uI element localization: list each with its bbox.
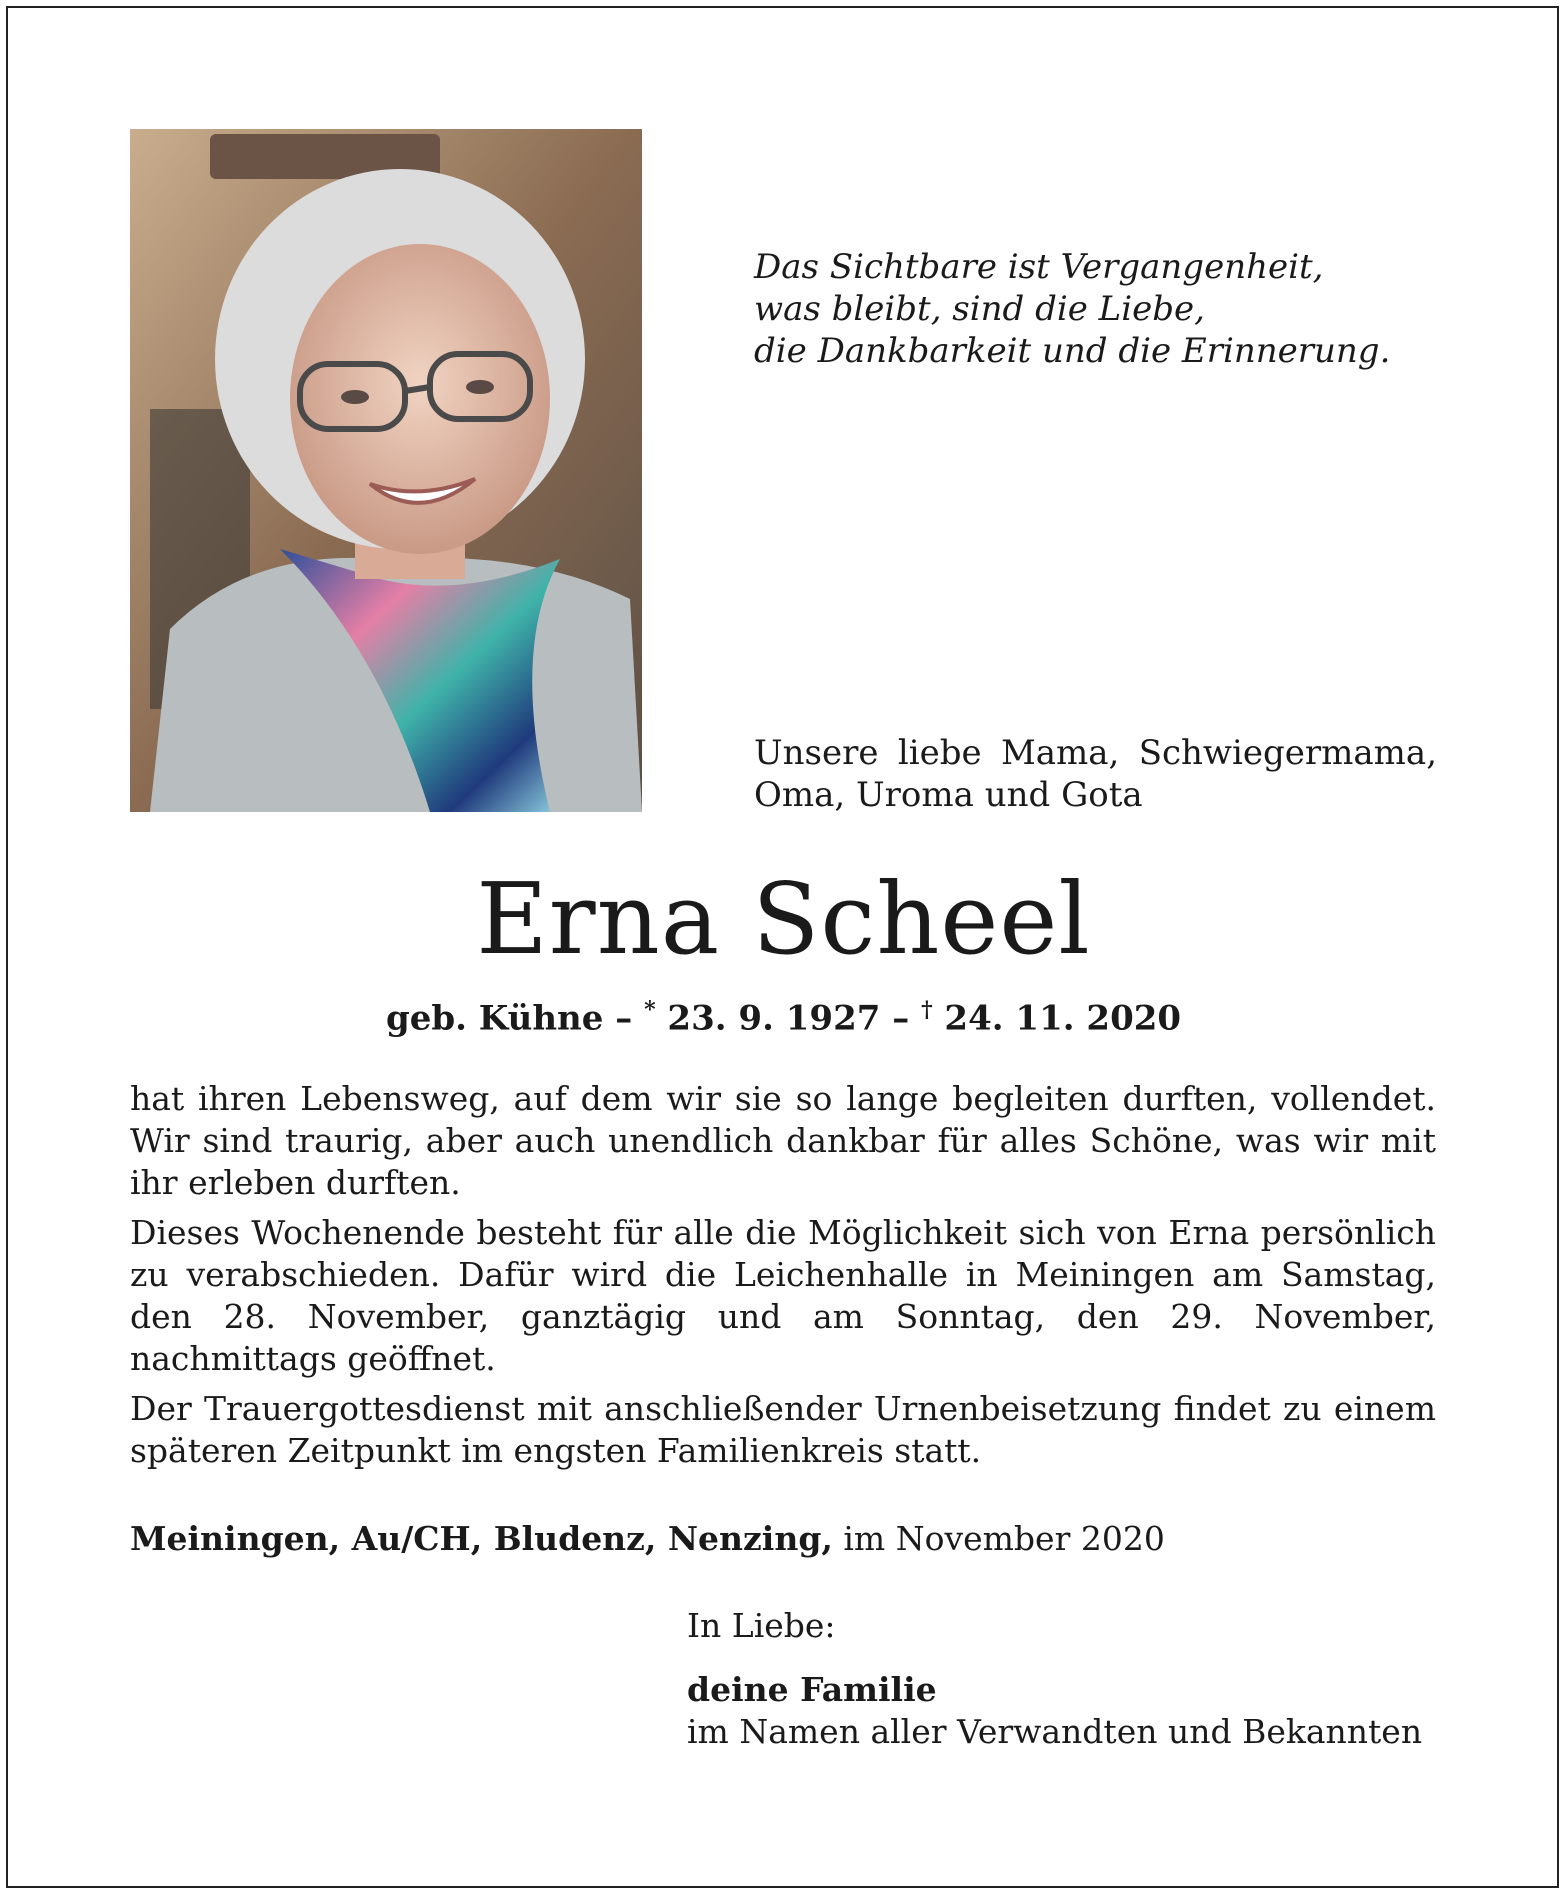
paragraph: Der Trauergottesdienst mit anschließender Urnenbeisetzung findet zu einem späteren Zeitpunkt im engsten Familienkreis statt. bbox=[130, 1389, 1436, 1470]
life-dates bbox=[0, 989, 1567, 1039]
intro-word: Schwiegermama, bbox=[1138, 733, 1437, 773]
paragraph: Dieses Wochenende besteht für alle die Möglichkeit sich von Erna persönlich zu verabschieden. Dafür wird die Leichenhalle in Meiningen am Samstag, den 28. November, ganztägig und am Sonntag, den 29. November, nachmittags geöffnet. bbox=[130, 1213, 1436, 1378]
intro-word: liebe bbox=[897, 733, 982, 773]
death-date: 24. 11. 2020 bbox=[932, 998, 1182, 1039]
birth-name: geb. Kühne bbox=[385, 998, 604, 1039]
memorial-quote bbox=[754, 246, 1454, 372]
place-date: im November 2020 bbox=[832, 1519, 1165, 1558]
place-date-line bbox=[130, 1518, 1436, 1560]
intro-text bbox=[754, 732, 1437, 816]
intro-word: Mama, bbox=[1000, 733, 1120, 773]
birth-date: 23. 9. 1927 bbox=[655, 998, 881, 1039]
portrait-photo bbox=[130, 129, 642, 812]
intro-line-2: Oma, Uroma und Gota bbox=[754, 775, 1143, 815]
quote-line: was bleibt, sind die Liebe, bbox=[754, 289, 1205, 329]
quote-line: Das Sichtbare ist Vergangenheit, bbox=[754, 247, 1324, 287]
death-symbol: † bbox=[921, 997, 933, 1023]
separator: – bbox=[880, 998, 922, 1039]
obituary-body bbox=[130, 1078, 1436, 1480]
birth-symbol: * bbox=[644, 997, 656, 1023]
signoff bbox=[687, 1605, 1447, 1753]
portrait-photo-icon bbox=[130, 129, 642, 812]
intro-line-1 bbox=[754, 732, 1437, 774]
signoff-on-behalf: im Namen aller Verwandten und Bekannten bbox=[687, 1712, 1423, 1751]
intro-word: Unsere bbox=[754, 733, 879, 773]
deceased-name: Erna Scheel bbox=[476, 863, 1091, 977]
place-names: Meiningen, Au/CH, Bludenz, Nenzing, bbox=[130, 1519, 833, 1558]
separator: – bbox=[603, 998, 645, 1039]
signoff-greeting: In Liebe: bbox=[687, 1606, 836, 1645]
paragraph: hat ihren Lebensweg, auf dem wir sie so lange begleiten durften, vollendet. Wir sind traurig, aber auch unendlich dankbar für alles Schöne, was wir mit ihr erleben durften. bbox=[130, 1079, 1436, 1202]
signoff-family: deine Familie bbox=[687, 1670, 937, 1709]
quote-line: die Dankbarkeit und die Erinnerung. bbox=[754, 331, 1391, 371]
